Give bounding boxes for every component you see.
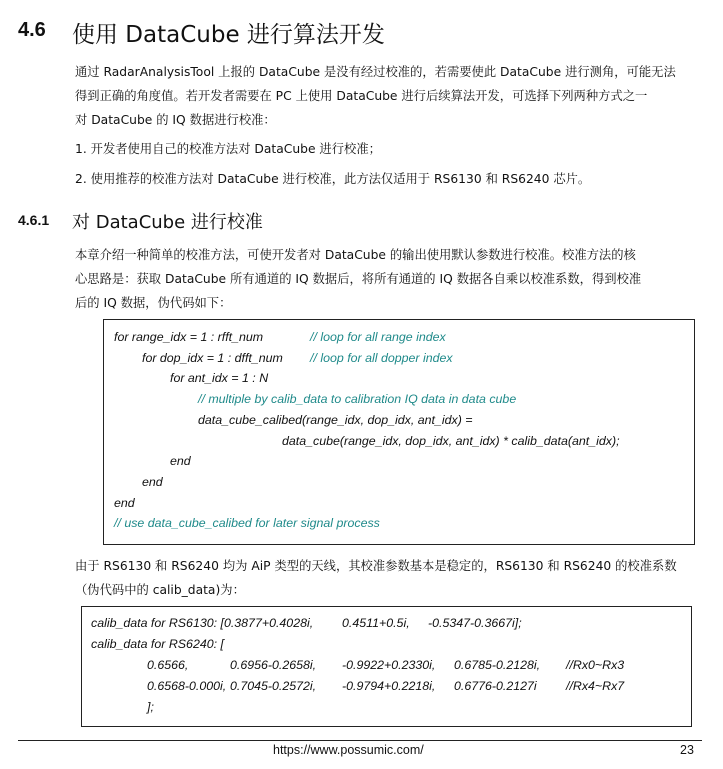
- code-line: for range_idx = 1 : rfft_num: [114, 330, 264, 344]
- calib-intro-line-1: 由于 RS6130 和 RS6240 均为 AiP 类型的天线，其校准参数基本是稳定的，RS6130 和 RS6240 的校准系数: [75, 559, 677, 573]
- calib-value: -0.9922+0.2330i,: [342, 658, 436, 672]
- code-line: for dop_idx = 1 : dfft_num: [142, 351, 283, 365]
- section-title: 使用 DataCube 进行算法开发: [72, 22, 385, 48]
- calib-rs6130-label: calib_data for RS6130: [0.3877+0.4028i,: [91, 616, 314, 630]
- intro-line-1: 通过 RadarAnalysisTool 上报的 DataCube 是没有经过校准的，若需要使此 DataCube 进行测角，可能无法: [75, 65, 676, 79]
- calib-rs6130-value: -0.5347-0.3667i];: [428, 616, 522, 630]
- calib-comment: //Rx0~Rx3: [566, 658, 625, 672]
- footer-divider: [18, 740, 702, 741]
- code-comment: // loop for all range index: [310, 330, 446, 344]
- calib-comment: //Rx4~Rx7: [566, 679, 625, 693]
- calib-close: ];: [147, 700, 154, 714]
- intro-line-2: 得到正确的角度值。若开发者需要在 PC 上使用 DataCube 进行后续算法开发，可选择下列两种方式之一: [75, 89, 648, 103]
- code-line: end: [170, 454, 191, 468]
- calib-value: 0.7045-0.2572i,: [230, 679, 317, 693]
- footer-url[interactable]: https://www.possumic.com/: [273, 743, 424, 757]
- option-2: 2. 使用推荐的校准方法对 DataCube 进行校准，此方法仅适用于 RS6130 和 RS6240 芯片。: [75, 172, 591, 186]
- page-number: 23: [680, 743, 694, 757]
- calib-value: 0.6568-0.000i,: [147, 679, 227, 693]
- desc-line-1: 本章介绍一种简单的校准方法，可使开发者对 DataCube 的输出使用默认参数进行校准。校准方法的核: [75, 248, 636, 262]
- code-comment: // multiple by calib_data to calibration IQ data in data cube: [198, 392, 517, 406]
- subsection-title: 对 DataCube 进行校准: [72, 212, 263, 233]
- desc-line-2: 心思路是：获取 DataCube 所有通道的 IQ 数据后，将所有通道的 IQ 数据各自乘以校准系数，得到校准: [75, 272, 642, 286]
- subsection-number: 4.6.1: [18, 212, 50, 228]
- calib-intro-line-2: （伪代码中的 calib_data)为：: [75, 583, 245, 597]
- calib-value: -0.9794+0.2218i,: [342, 679, 436, 693]
- calib-value: 0.6785-0.2128i,: [454, 658, 541, 672]
- calib-value: 0.6566,: [147, 658, 189, 672]
- code-comment: // loop for all dopper index: [310, 351, 453, 365]
- calib-value: 0.6956-0.2658i,: [230, 658, 317, 672]
- code-line: data_cube_calibed(range_idx, dop_idx, ant_idx) =: [198, 413, 473, 427]
- option-1: 1. 开发者使用自己的校准方法对 DataCube 进行校准；: [75, 142, 381, 156]
- desc-line-3: 后的 IQ 数据，伪代码如下：: [75, 296, 232, 310]
- calib-rs6130-value: 0.4511+0.5i,: [342, 616, 410, 630]
- code-line: for ant_idx = 1 : N: [170, 371, 269, 385]
- calib-value: 0.6776-0.2127i: [454, 679, 537, 693]
- intro-line-3: 对 DataCube 的 IQ 数据进行校准：: [75, 113, 276, 127]
- code-line: end: [142, 475, 163, 489]
- code-line: end: [114, 496, 135, 510]
- section-number: 4.6: [18, 19, 46, 41]
- code-comment: // use data_cube_calibed for later signal process: [114, 516, 380, 530]
- calib-rs6240-label: calib_data for RS6240: [: [91, 637, 224, 651]
- code-line: data_cube(range_idx, dop_idx, ant_idx) * calib_data(ant_idx);: [282, 434, 620, 448]
